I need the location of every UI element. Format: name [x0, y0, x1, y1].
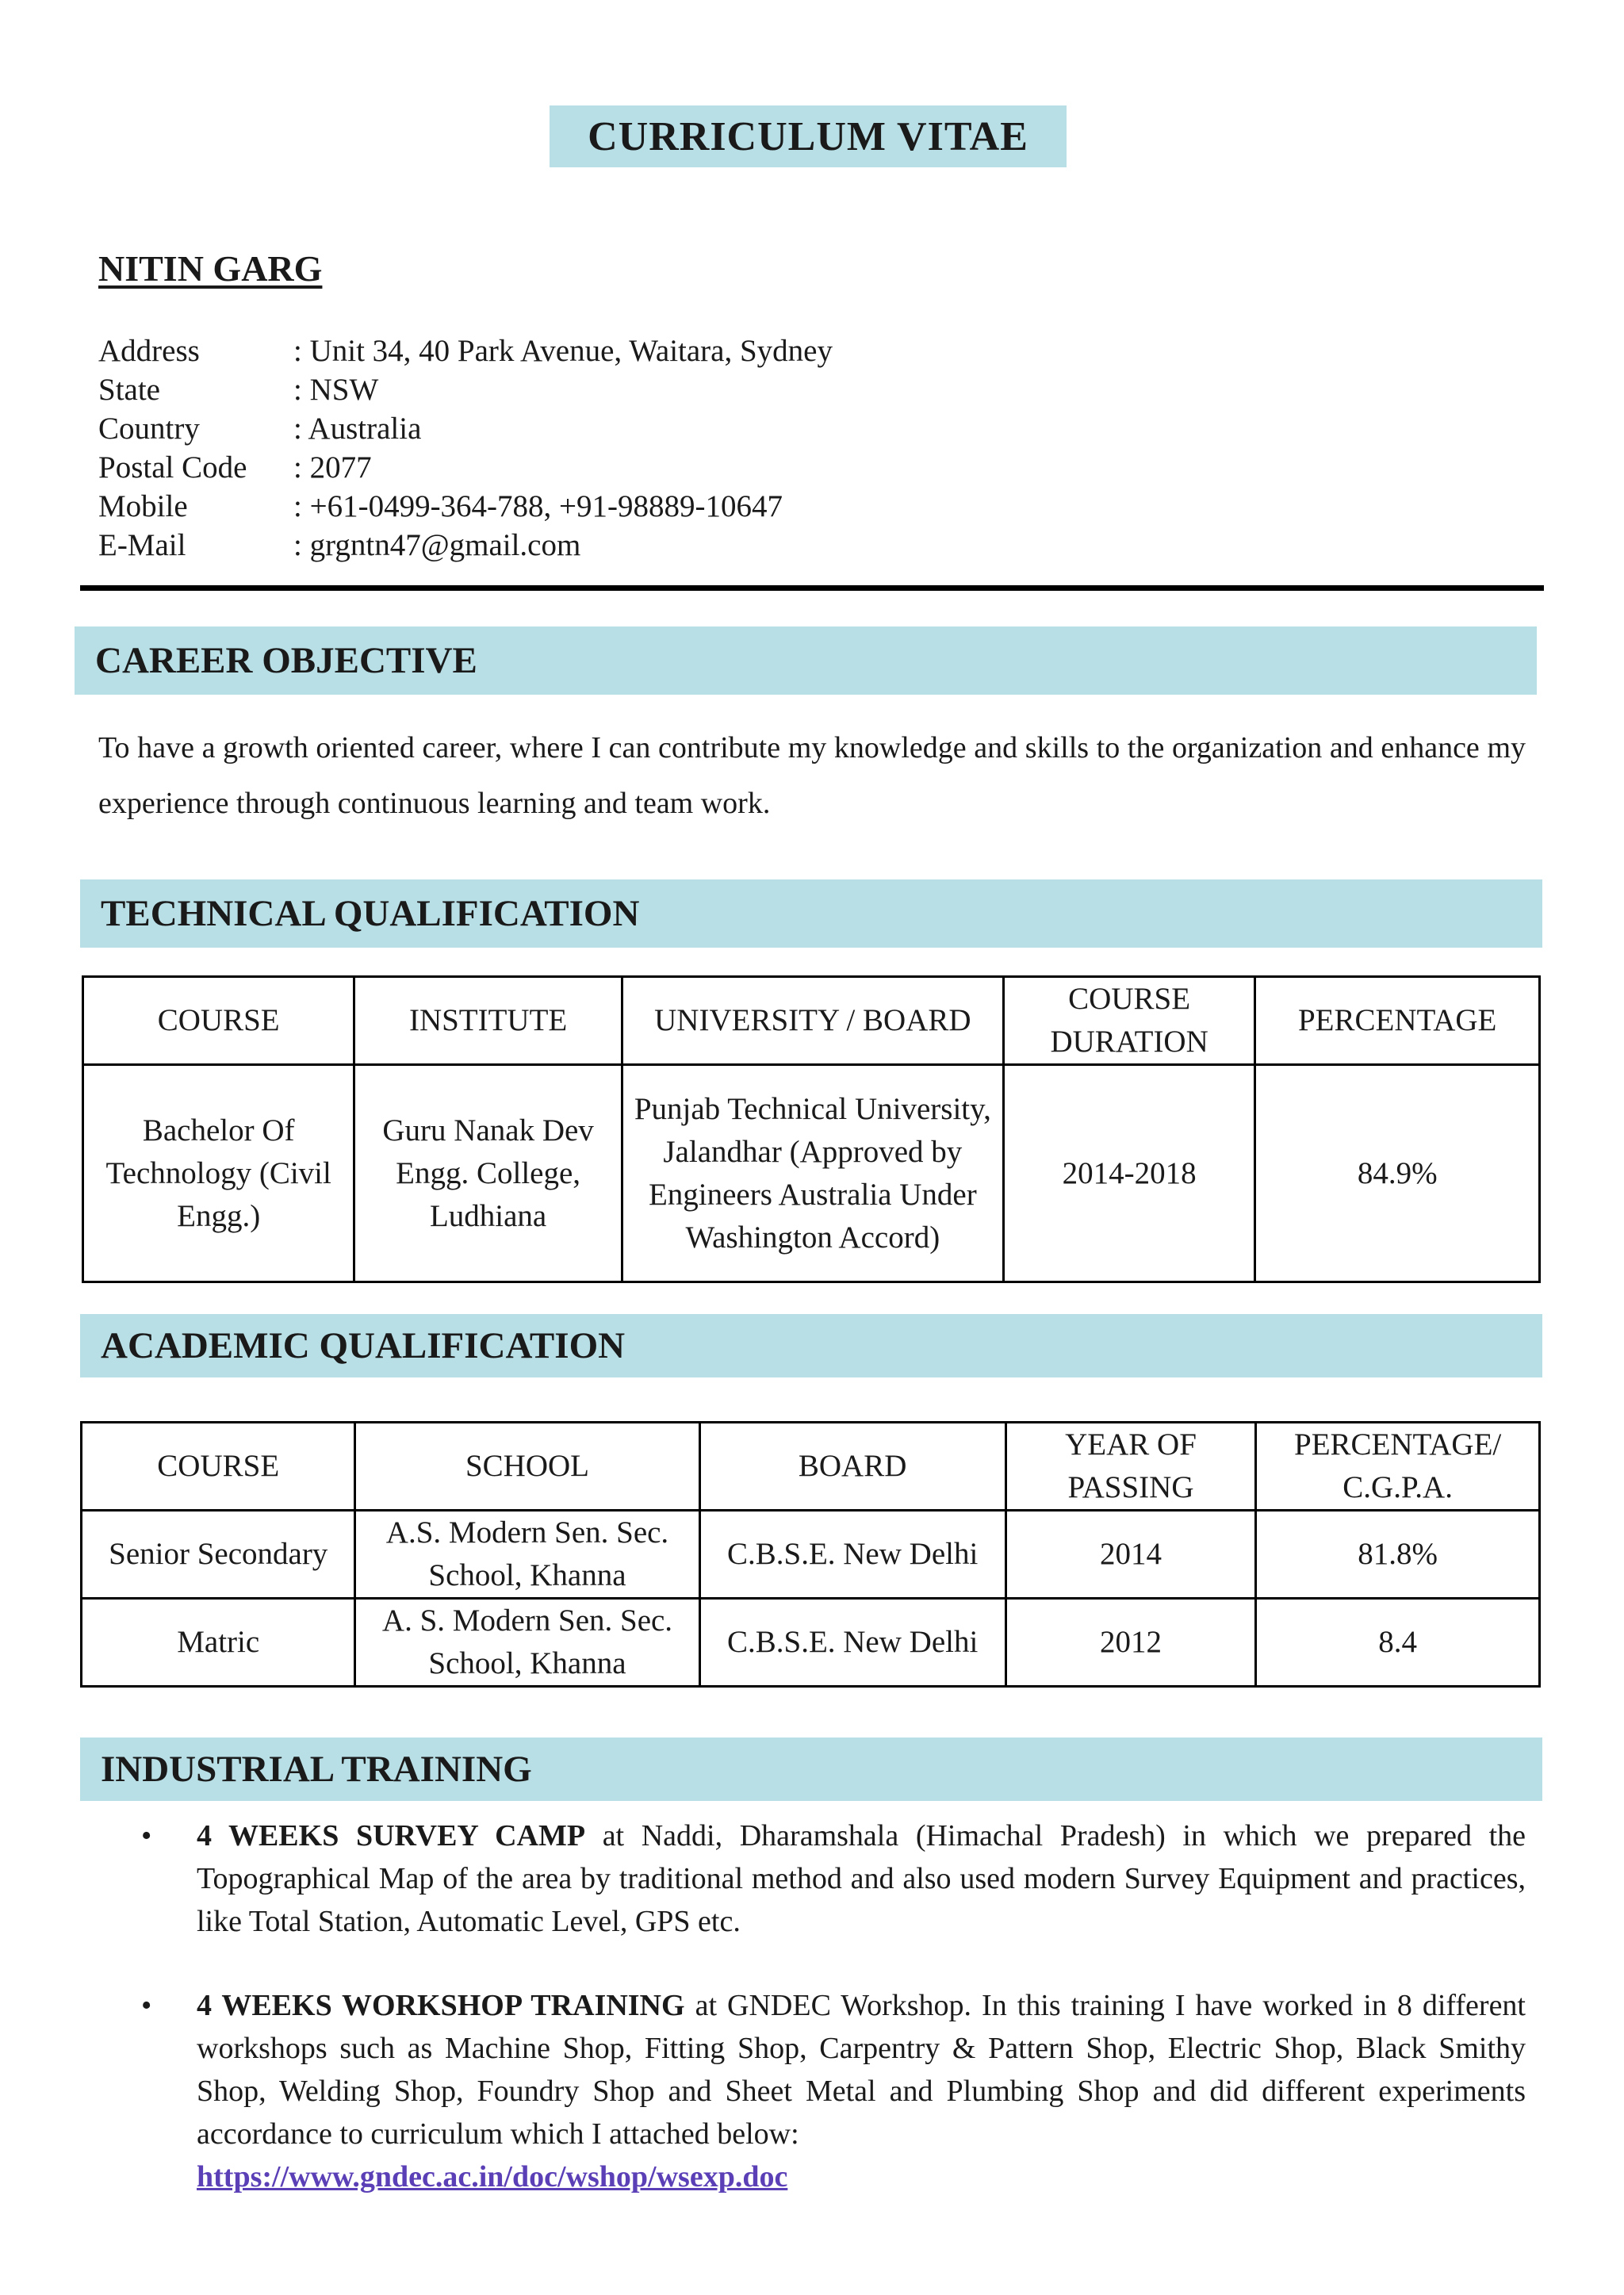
table-row — [82, 1511, 1540, 1599]
technical-qualification-table — [82, 975, 1541, 1283]
section-header-career-objective: CAREER OBJECTIVE — [75, 626, 1537, 695]
table-cell: Matric — [82, 1599, 355, 1687]
contact-label: E-Mail — [98, 528, 186, 562]
column-header: COURSE DURATION — [1003, 977, 1255, 1065]
contact-row-country — [98, 409, 833, 448]
table-cell: C.B.S.E. New Delhi — [699, 1599, 1005, 1687]
academic-qualification-table — [80, 1421, 1541, 1688]
table-cell: 84.9% — [1255, 1065, 1540, 1282]
table-cell: A.S. Modern Sen. Sec. School, Khanna — [355, 1511, 699, 1599]
training-title: 4 WEEKS SURVEY CAMP — [197, 1819, 586, 1852]
table-cell: Bachelor Of Technology (Civil Engg.) — [83, 1065, 354, 1282]
table-cell: 2014 — [1005, 1511, 1256, 1599]
contact-value: : Unit 34, 40 Park Avenue, Waitara, Sydney — [293, 334, 833, 368]
table-cell: 81.8% — [1256, 1511, 1540, 1599]
list-item — [141, 1814, 1526, 1943]
table-header-row — [83, 977, 1540, 1065]
contact-value: : +61-0499-364-788, +91-98889-10647 — [293, 489, 783, 523]
contact-label: Mobile — [98, 489, 188, 523]
column-header: BOARD — [699, 1423, 1005, 1511]
column-header: COURSE — [83, 977, 354, 1065]
contact-label: Postal Code — [98, 450, 247, 485]
table-cell: Punjab Technical University, Jalandhar (Approved by Engineers Australia Under Washington Accord) — [622, 1065, 1003, 1282]
table-cell: A. S. Modern Sen. Sec. School, Khanna — [355, 1599, 699, 1687]
training-list — [141, 1814, 1526, 2198]
career-objective-text: To have a growth oriented career, where I can contribute my knowledge and skills to the organization and enhance my experience through continuous learning and team work. — [98, 731, 1526, 820]
column-header: SCHOOL — [355, 1423, 699, 1511]
training-description: at GNDEC Workshop. In this training I have worked in 8 different workshops such as Machine Shop, Fitting Shop, Carpentry & Pattern Shop, Electric Shop, Black Smithy Shop, Welding Shop, Foundry Shop and Sheet Metal and Plumbing Shop and did different experiments accordance to curriculum which I attached below: — [197, 1989, 1526, 2151]
training-title: 4 WEEKS WORKSHOP TRAINING — [197, 1989, 685, 2022]
email-value[interactable]: : grgntn47@gmail.com — [293, 528, 581, 562]
column-header: UNIVERSITY / BOARD — [622, 977, 1003, 1065]
contact-details — [98, 331, 833, 565]
table-cell: 8.4 — [1256, 1599, 1540, 1687]
table-row — [83, 1065, 1540, 1282]
section-header-technical-qualification: TECHNICAL QUALIFICATION — [80, 879, 1542, 948]
contact-label: State — [98, 373, 160, 407]
column-header: PERCENTAGE/ C.G.P.A. — [1256, 1423, 1540, 1511]
contact-label: Address — [98, 334, 200, 368]
contact-row-postal-code — [98, 448, 833, 487]
contact-row-address — [98, 331, 833, 370]
table-cell: 2014-2018 — [1003, 1065, 1255, 1282]
contact-row-state — [98, 370, 833, 409]
bullet-icon: • — [141, 1819, 152, 1852]
contact-label: Country — [98, 412, 200, 446]
column-header: PERCENTAGE — [1255, 977, 1540, 1065]
contact-row-email — [98, 526, 833, 565]
candidate-name: NITIN GARG — [98, 248, 323, 289]
column-header: YEAR OF PASSING — [1005, 1423, 1256, 1511]
table-cell: C.B.S.E. New Delhi — [699, 1511, 1005, 1599]
page-title: CURRICULUM VITAE — [550, 105, 1067, 167]
table-row — [82, 1599, 1540, 1687]
contact-value: : Australia — [293, 412, 422, 446]
table-cell: Guru Nanak Dev Engg. College, Ludhiana — [354, 1065, 622, 1282]
workshop-link[interactable]: https://www.gndec.ac.in/doc/wshop/wsexp.doc — [197, 2160, 788, 2193]
table-cell: 2012 — [1005, 1599, 1256, 1687]
table-cell: Senior Secondary — [82, 1511, 355, 1599]
contact-value: : NSW — [293, 373, 379, 407]
section-header-industrial-training: INDUSTRIAL TRAINING — [80, 1738, 1542, 1801]
bullet-icon: • — [141, 1989, 152, 2022]
training-description: at Naddi, Dharamshala (Himachal Pradesh) in which we prepared the Topographical Map of the area by traditional method and also used modern Survey Equipment and practices, like Total Station, Automatic Level, GPS etc. — [197, 1819, 1526, 1938]
table-header-row — [82, 1423, 1540, 1511]
column-header: COURSE — [82, 1423, 355, 1511]
contact-value: : 2077 — [293, 450, 372, 485]
section-header-academic-qualification: ACADEMIC QUALIFICATION — [80, 1314, 1542, 1377]
list-item — [141, 1984, 1526, 2198]
column-header: INSTITUTE — [354, 977, 622, 1065]
contact-row-mobile — [98, 487, 833, 526]
header-divider — [80, 585, 1544, 591]
